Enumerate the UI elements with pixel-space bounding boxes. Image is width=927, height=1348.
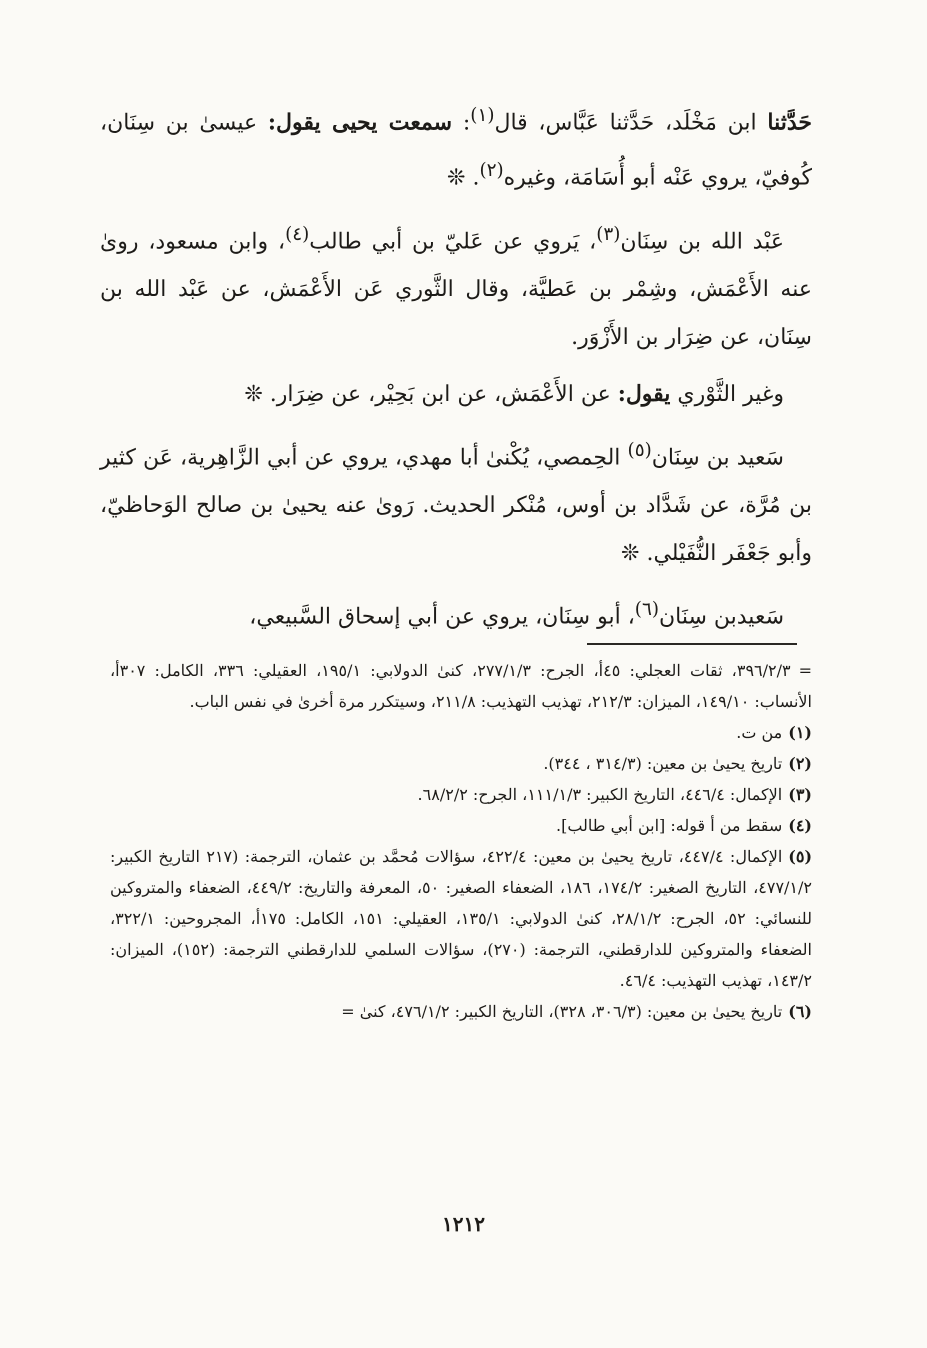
footnote-2 — [110, 748, 812, 779]
footnote-ref-2: (٢) — [479, 160, 504, 182]
footnote-text: الإكمال: ٤٤٦/٤، التاريخ الكبير: ١١١/١/٣، الجرح: ٦٨/٢/٢. — [417, 785, 783, 804]
footnote-text: الإكمال: ٤٤٧/٤، تاريخ يحيىٰ بن معين: ٤٢٢/٤، سؤالات مُحمَّد بن عثمان، الترجمة: (٢١٧ التاريخ الكبير: ٤٧٧/١/٢، التاريخ الصغير: ١٧٤/٢، ١٨٦، الضعفاء الصغير: ٥٠، المعرفة والتاريخ: ٤٤٩/٢، الضعفاء والمتروكين للنسائي: ٥٢، الجرح: ٢٨/١/٢، كنىٰ الدولابي: ١٣٥/١، العقيلي: ١٥١، الكامل: ١٧٥أ، المجروحين: ٣٢٢/١، الضعفاء والمتروكين للدارقطني، الترجمة: (٢٧٠)، سؤالات السلمي للدارقطني الترجمة: (١٥٢)، الميزان: ١٤٣/٢، تهذيب التهذيب: ٤٦/٤. — [110, 847, 813, 990]
footnote-text: تاريخ يحيىٰ بن معين: (٣٠٦/٣، ٣٢٨)، التاريخ الكبير: ٤٧٦/١/٢، كنىٰ = — [341, 1002, 783, 1021]
paragraph-abdullah-bin-sinan: عَبْد الله بن سِنَان$^{(٣)}$، يَروي عن عَليّ بن أبي طالب$^{(٤)}$، وابن مسعود، روىٰ عنه الأَعْمَش، وشِمْر بن عَطيَّة، وقال الثَّوري عَن الأَعْمَش، عن عَبْد الله بن سِنَان، عن ضِرَار بن الأَزْوَر. — [100, 223, 812, 350]
footnote-text: من ت. — [736, 723, 783, 742]
hadathana-bold: حَدَّثنا — [767, 109, 812, 136]
footnote-3 — [110, 779, 812, 810]
paragraph-said-bin-sinan-himsi: سَعيد بن سِنَان$^{(٥)}$ الحِمصي، يُكْنىٰ أبا مهدي، يروي عن أبي الزَّاهِرية، عَن كثير بن مُرَّة، عن شَدَّاد بن أوس، مُنْكر الحديث. رَوىٰ عنه يحيىٰ بن صالح الوَحاظيّ، وأبو جَعْفَر النُّفَيْلي. ❊ — [100, 439, 812, 567]
footnote-separator — [587, 643, 797, 645]
footnote-number: (٥) — [788, 847, 813, 866]
paragraph-said-bin-sinan-abu-sinan: سَعيدبن سِنَان$^{(٦)}$، أبو سِنَان، يروي عن أبي إسحاق السَّبيعي، — [249, 599, 784, 630]
footnote-ref-6: (٦) — [634, 599, 659, 621]
footnote-4 — [110, 810, 812, 841]
footnote-number: (٣) — [788, 785, 812, 804]
footnotes — [110, 655, 812, 1027]
footnote-number: (١) — [788, 723, 812, 742]
footnote-ref-4: (٤) — [285, 223, 310, 245]
footnote-ref-5: (٥) — [627, 439, 652, 461]
paragraph-ghayr-al-thawri: وغير الثَّوْري يقول: عن الأَعْمَش، عن ابن بَحِيْر، عن ضِرَار. ❊ — [244, 380, 784, 407]
footnote-6 — [110, 996, 812, 1027]
says-bold: يقول: — [617, 380, 671, 407]
continuation-mark: = — [798, 661, 813, 680]
footnote-1 — [110, 717, 812, 748]
footnote-number: (٤) — [788, 816, 812, 835]
footnote-text: سقط من أ قوله: [ابن أبي طالب]. — [556, 816, 783, 835]
footnote-number: (٢) — [788, 754, 812, 773]
page-number: ١٢١٢ — [442, 1212, 485, 1236]
main-text — [100, 92, 812, 650]
footnote-ref-1: (١) — [470, 105, 495, 126]
footnote-ref-3: (٣) — [596, 223, 621, 245]
footnote-number: (٦) — [788, 1002, 812, 1021]
footnote-continuation: =٣٩٦/٢/٣، ثقات العجلي: ٤٥أ، الجرح: ٢٧٧/١/٣، كنىٰ الدولابي: ١٩٥/١، العقيلي: ٣٣٦، الكامل: ٣٠٧أ، الأنساب: ١٤٩/١٠، الميزان: ٢١٢/٣، تهذيب التهذيب: ٢١١/٨، وسيتكرر مرة أخرىٰ في نفس الباب. — [110, 661, 813, 711]
footnote-text: تاريخ يحيىٰ بن معين: (٣١٤/٣ ، ٣٤٤). — [543, 754, 783, 773]
yahya-says-bold: سمعت يحيى يقول: — [267, 109, 453, 136]
footnote-5 — [110, 841, 812, 996]
paragraph-isa-bin-sinan: حَدَّثنا ابن مَخْلَد، حَدَّثنا عَبَّاس، قال$^{(١)}$: سمعت يحيى يقول: عيسىٰ بن سِنَان، كُوفيّ، يروي عَنْه أبو أُسَامَة، وغيره$^{(٢)}$. ❊ — [100, 105, 812, 191]
